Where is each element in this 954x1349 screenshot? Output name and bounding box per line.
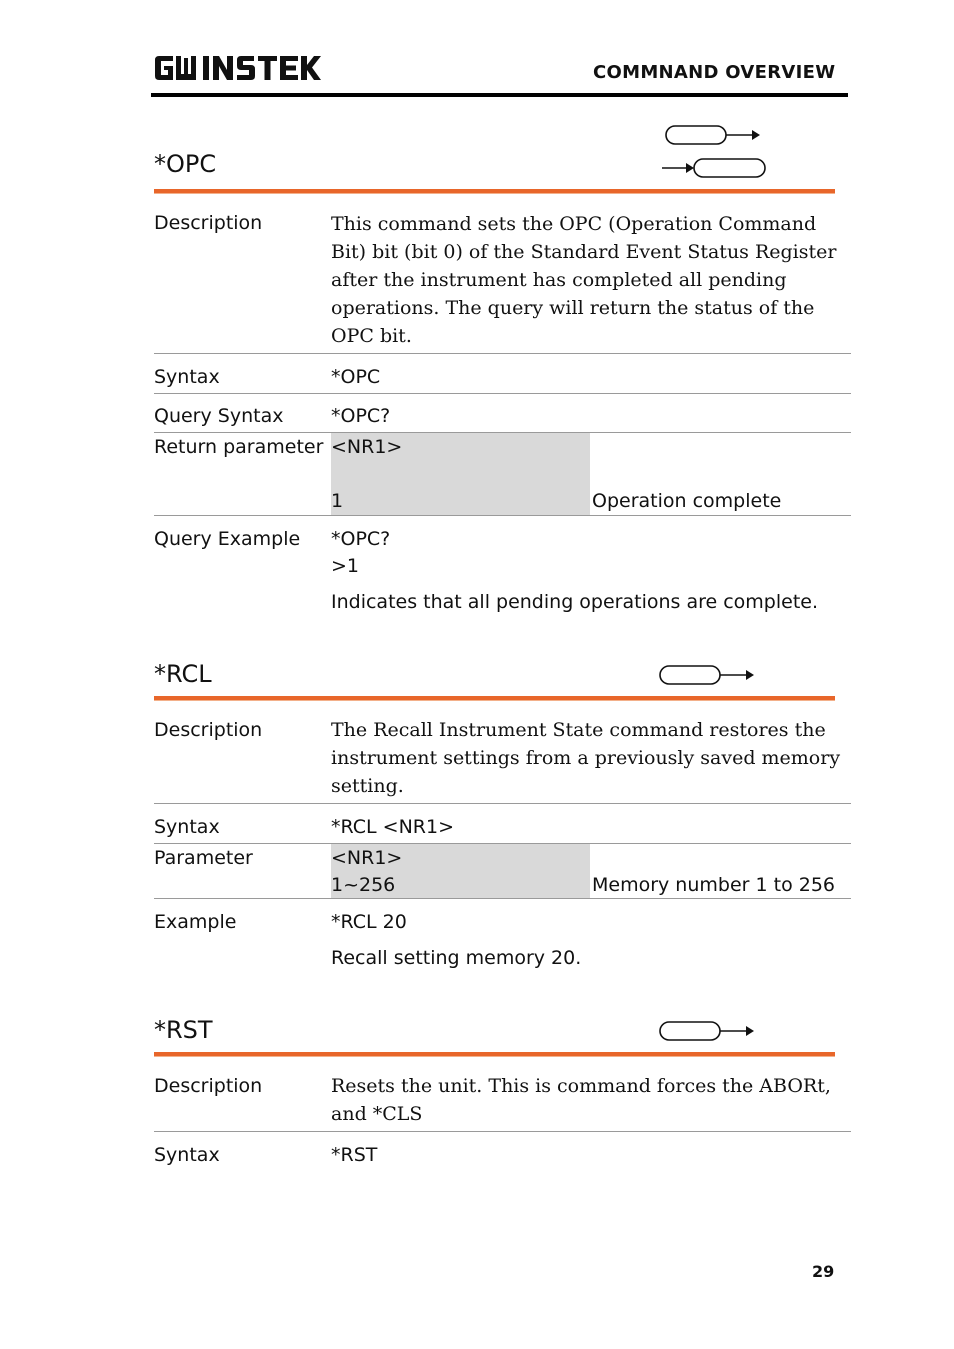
row-divider	[154, 393, 851, 394]
rst-description-label: Description	[154, 1075, 263, 1097]
rcl-example-label: Example	[154, 911, 237, 933]
row-divider	[154, 898, 851, 899]
opc-query-syntax-label: Query Syntax	[154, 405, 284, 427]
rst-section-title: *RST	[154, 1016, 213, 1044]
opc-section-rule	[154, 189, 835, 194]
row-divider	[154, 1131, 851, 1132]
opc-return-label: Return parameter	[154, 436, 324, 458]
opc-return-value: 1	[331, 490, 344, 512]
set-command-icon	[660, 124, 770, 186]
opc-description: This command sets the OPC (Operation Command Bit) bit (bit 0) of the Standard Event Status Register after the instrument has completed all pending operations. The query will return the status of the OPC bit.	[331, 213, 837, 347]
opc-query-example-note: Indicates that all pending operations are complete.	[331, 591, 819, 613]
rcl-example-note: Recall setting memory 20.	[331, 947, 582, 969]
header-divider	[151, 93, 848, 97]
rst-syntax-label: Syntax	[154, 1144, 220, 1166]
rcl-description: The Recall Instrument State command restores the instrument settings from a previously saved memory setting.	[331, 719, 841, 797]
set-command-icon	[656, 1020, 760, 1048]
rst-syntax: *RST	[331, 1144, 378, 1166]
row-divider	[154, 353, 851, 354]
row-divider	[154, 515, 851, 516]
gw-instek-logo	[153, 54, 323, 88]
rst-description: Resets the unit. This is command forces the ABORt, and *CLS	[331, 1075, 831, 1125]
rcl-parameter-label: Parameter	[154, 847, 253, 869]
rst-section-rule	[154, 1052, 835, 1057]
rcl-example-cmd: *RCL 20	[331, 911, 407, 933]
rcl-param-meaning: Memory number 1 to 256	[592, 874, 836, 896]
opc-section-title: *OPC	[154, 150, 217, 178]
rcl-section-rule	[154, 696, 835, 701]
rcl-syntax: *RCL <NR1>	[331, 816, 454, 838]
opc-query-example-cmd: *OPC?	[331, 528, 391, 550]
set-command-icon	[656, 664, 760, 692]
header-title: COMMNAND OVERVIEW	[593, 62, 836, 83]
opc-description-label: Description	[154, 212, 263, 234]
rcl-param-type: <NR1>	[331, 847, 403, 869]
opc-syntax-label: Syntax	[154, 366, 220, 388]
page-number: 29	[812, 1262, 835, 1281]
rcl-param-range: 1~256	[331, 874, 396, 896]
rcl-section-title: *RCL	[154, 660, 212, 688]
opc-query-syntax: *OPC?	[331, 405, 391, 427]
opc-return-meaning: Operation complete	[592, 490, 782, 512]
opc-query-example-resp: >1	[331, 555, 360, 577]
row-divider	[154, 803, 851, 804]
rcl-syntax-label: Syntax	[154, 816, 220, 838]
opc-query-example-label: Query Example	[154, 528, 301, 550]
opc-syntax: *OPC	[331, 366, 381, 388]
opc-return-type: <NR1>	[331, 436, 403, 458]
rcl-description-label: Description	[154, 719, 263, 741]
